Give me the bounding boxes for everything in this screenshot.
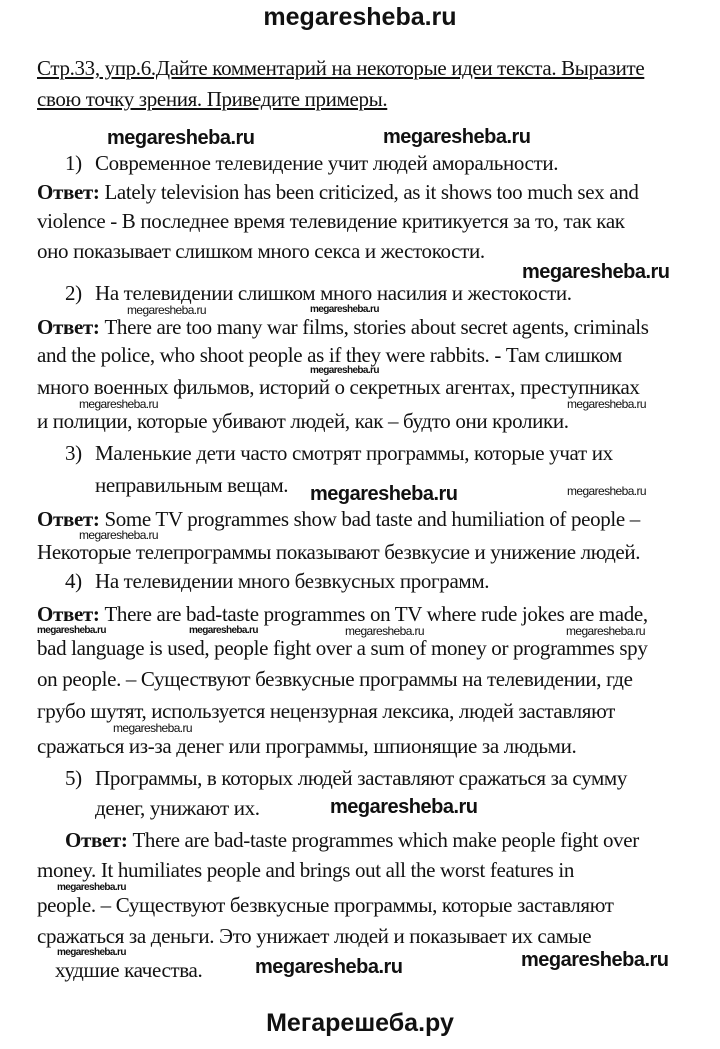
- question-5: [65, 767, 627, 789]
- answer-line: violence - В последнее время телевидение критикуется за то, так как: [37, 209, 625, 233]
- watermark: megaresheba.ru: [566, 624, 645, 638]
- watermark: megaresheba.ru: [310, 365, 379, 376]
- watermark: megaresheba.ru: [310, 304, 379, 315]
- answer-line: on people. – Существуют безвкусные программы на телевидении, где: [37, 667, 633, 691]
- question-1: [65, 152, 558, 174]
- watermark: megaresheba.ru: [57, 947, 126, 958]
- watermark: megaresheba.ru: [107, 127, 255, 149]
- question-line: неправильным вещам.: [95, 473, 289, 497]
- watermark: megaresheba.ru: [113, 721, 192, 735]
- question-text: Программы, в которых людей заставляют сражаться за сумму: [95, 766, 627, 790]
- question-line: денег, унижают их.: [95, 796, 260, 820]
- answer-line: сражаться из-за денег или программы, шпионящие за людьми.: [37, 734, 577, 758]
- watermark: megaresheba.ru: [522, 261, 670, 283]
- question-4: [65, 570, 489, 592]
- answer-2: [37, 316, 649, 338]
- answer-line: оно показывает слишком много секса и жестокости.: [37, 239, 485, 263]
- watermark: megaresheba.ru: [79, 397, 158, 411]
- watermark: megaresheba.ru: [189, 625, 258, 636]
- answer-line: bad language is used, people fight over a sum of money or programmes spy: [37, 636, 648, 660]
- answer-line: грубо шутят, используется нецензурная лексика, людей заставляют: [37, 699, 615, 723]
- watermark: megaresheba.ru: [330, 796, 478, 818]
- answer-label: Ответ:: [37, 315, 100, 339]
- answer-label: Ответ:: [37, 180, 100, 204]
- answer-line: сражаться за деньги. Это унижает людей и показывает их самые: [37, 924, 592, 948]
- answer-5: [65, 829, 639, 851]
- answer-3: [37, 508, 640, 530]
- answer-line: and the police, who shoot people as if they were rabbits. - Там слишком: [37, 343, 622, 367]
- answer-text: Lately television has been criticized, as it shows too much sex and: [104, 180, 639, 204]
- watermark: megaresheba.ru: [57, 882, 126, 893]
- answer-label: Ответ:: [37, 507, 100, 531]
- answer-text: There are bad-taste programmes on TV where rude jokes are made,: [104, 602, 648, 626]
- watermark: megaresheba.ru: [567, 484, 646, 498]
- answer-line: и полиции, которые убивают людей, как – будто они кролики.: [37, 409, 569, 433]
- watermark: megaresheba.ru: [345, 624, 424, 638]
- question-text: Маленькие дети часто смотрят программы, которые учат их: [95, 441, 613, 465]
- question-number: 1): [65, 151, 82, 175]
- answer-1: [37, 181, 639, 203]
- question-number: 4): [65, 569, 82, 593]
- answer-text: There are too many war films, stories about secret agents, criminals: [104, 315, 649, 339]
- answer-text: There are bad-taste programmes which make people fight over: [132, 828, 639, 852]
- watermark: megaresheba.ru: [310, 483, 458, 505]
- question-text: На телевидении слишком много насилия и жестокости.: [95, 281, 572, 305]
- answer-4: [37, 603, 648, 625]
- question-number: 3): [65, 441, 82, 465]
- answer-line: много военных фильмов, историй о секретных агентах, преступниках: [37, 375, 640, 399]
- answer-label: Ответ:: [37, 602, 100, 626]
- question-number: 2): [65, 281, 82, 305]
- watermark: megaresheba.ru: [127, 303, 206, 317]
- watermark: megaresheba.ru: [255, 956, 403, 978]
- question-text: На телевидении много безвкусных программ.: [95, 569, 490, 593]
- answer-text: Some TV programmes show bad taste and humiliation of people –: [104, 507, 640, 531]
- exercise-title-line-2: свою точку зрения. Приведите примеры.: [37, 87, 388, 111]
- watermark: megaresheba.ru: [567, 397, 646, 411]
- question-3: [65, 442, 613, 464]
- answer-label: Ответ:: [65, 828, 128, 852]
- question-text: Современное телевидение учит людей аморальности.: [95, 151, 559, 175]
- watermark: megaresheba.ru: [521, 949, 669, 971]
- watermark: megaresheba.ru: [383, 126, 531, 148]
- exercise-title-line-1: Стр.33, упр.6.Дайте комментарий на некоторые идеи текста. Выразите: [37, 56, 645, 80]
- question-2: [65, 282, 572, 304]
- answer-line: Некоторые телепрограммы показывают безвкусие и унижение людей.: [37, 540, 641, 564]
- watermark: megaresheba.ru: [37, 625, 106, 636]
- site-header: megaresheba.ru: [263, 3, 457, 31]
- question-number: 5): [65, 766, 82, 790]
- site-footer: Мегарешеба.ру: [266, 1009, 454, 1037]
- watermark: megaresheba.ru: [79, 528, 158, 542]
- answer-line: money. It humiliates people and brings out all the worst features in: [37, 858, 575, 882]
- answer-line: people. – Существуют безвкусные программы, которые заставляют: [37, 893, 614, 917]
- answer-line: худшие качества.: [55, 958, 203, 982]
